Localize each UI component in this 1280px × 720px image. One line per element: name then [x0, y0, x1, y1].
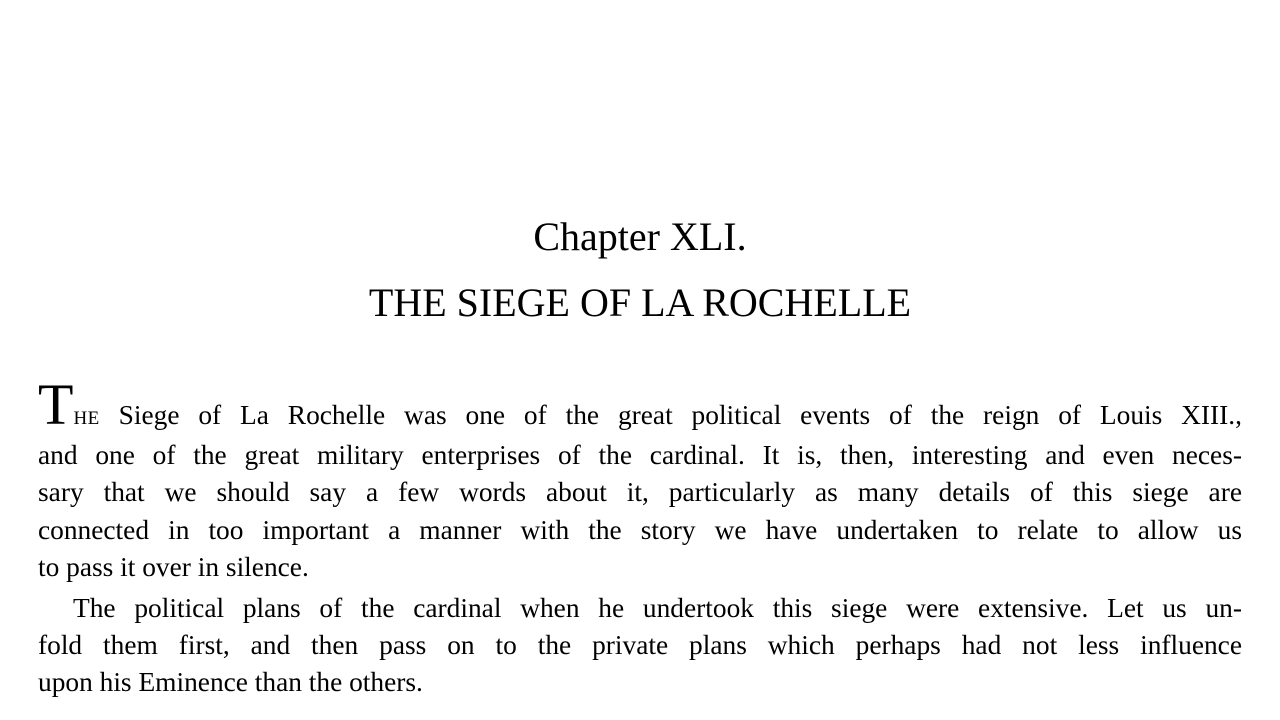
text-line: upon his Eminence than the others. [38, 667, 423, 698]
text-line [38, 372, 1242, 437]
text-line: The political plans of the cardinal when he undertook this siege were extensive. Let us un- [73, 592, 1242, 623]
chapter-body [38, 372, 1242, 701]
paragraph-2 [38, 590, 1242, 702]
text-line: fold them first, and then pass on to the private plans which perhaps had not less influence [38, 629, 1242, 660]
text-line-content: Siege of La Rochelle was one of the great political events of the reign of Louis XIII., [99, 400, 1242, 430]
text-line: sary that we should say a few words about it, particularly as many details of this siege are [38, 477, 1242, 508]
paragraph-1 [38, 372, 1242, 586]
text-line: and one of the great military enterprises of the cardinal. It is, then, interesting and even neces- [38, 440, 1242, 471]
small-caps-text: HE [73, 408, 100, 429]
text-line: connected in too important a manner with the story we have undertaken to relate to allow us [38, 514, 1242, 545]
chapter-title: THE SIEGE OF LA ROCHELLE [368, 280, 912, 325]
drop-cap: T [38, 372, 74, 437]
chapter-number: Chapter XLI. [533, 214, 747, 259]
text-line: to pass it over in silence. [38, 551, 309, 582]
